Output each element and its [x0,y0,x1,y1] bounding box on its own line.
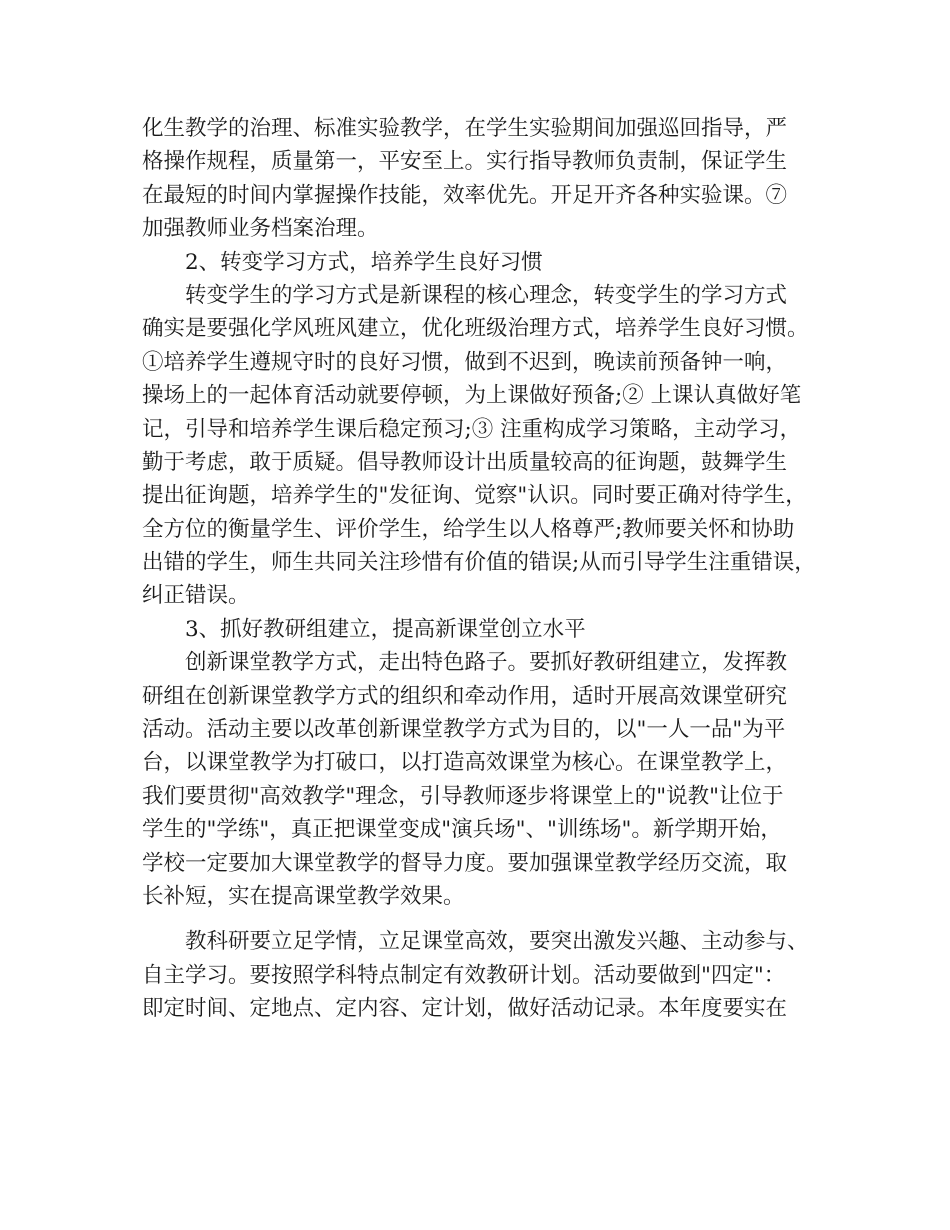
text-line: 化生教学的治理、标准实验教学，在学生实验期间加强巡回指导，严 [142,116,788,141]
text-line: 勤于考虑，敢于质疑。倡导教师设计出质量较高的征询题，鼓舞学生 [142,449,788,475]
text-line: 3、抓好教研组建立，提高新课堂创立水平 [185,616,586,642]
text-line: 2、转变学习方式，培养学生良好习惯 [185,249,543,275]
text-line: 创新课堂教学方式，走出特色路子。要抓好教研组建立，发挥教 [185,650,788,676]
text-line: 纠正错误。 [142,583,250,609]
text-line: 我们要贯彻"高效教学"理念，引导教师逐步将课堂上的"说教"让位于 [142,783,784,809]
text-line: 活动。活动主要以改革创新课堂教学方式为目的，以"一人一品"为平 [142,717,786,743]
text-line: ①培养学生遵规守时的良好习惯，做到不迟到，晚读前预备钟一响， [142,349,788,375]
text-line: 确实是要强化学风班风建立，优化班级治理方式，培养学生良好习惯。 [142,316,809,342]
text-line: 即定时间、定地点、定内容、定计划，做好活动记录。本年度要实在 [142,996,788,1022]
text-line: 出错的学生，师生共同关注珍惜有价值的错误;从而引导学生注重错误， [142,550,816,576]
text-line: 学生的"学练"，真正把课堂变成"演兵场"、"训练场"。新学期开始， [142,817,782,843]
text-line: 格操作规程，质量第一，平安至上。实行指导教师负责制，保证学生 [142,149,788,175]
text-line: 教科研要立足学情，立足课堂高效，要突出激发兴趣、主动参与、 [185,929,809,955]
text-line: 记，引导和培养学生课后稳定预习;③ 注重构成学习策略，主动学习， [142,416,802,442]
text-line: 学校一定要加大课堂教学的督导力度。要加强课堂教学经历交流，取 [142,850,788,876]
paragraph [142,112,822,246]
text-line: 加强教师业务档案治理。 [142,216,379,242]
text-line: 操场上的一起体育活动就要停顿，为上课做好预备;② 上课认真做好笔 [142,383,802,409]
paragraph [142,246,822,279]
text-line: 全方位的衡量学生、评价学生，给学生以人格尊严;教师要关怀和协助 [142,516,795,542]
text-line: 台，以课堂教学为打破口，以打造高效课堂为核心。在课堂教学上， [142,750,788,776]
text-line: 长补短，实在提高课堂教学效果。 [142,883,465,909]
text-line: 自主学习。要按照学科特点制定有效教研计划。活动要做到"四定"： [142,962,786,988]
text-line: 研组在创新课堂教学方式的组织和牵动作用，适时开展高效课堂研究 [142,683,788,709]
document-body [142,112,822,1026]
text-line: 提出征询题，培养学生的"发征询、觉察"认识。同时要正确对待学生， [142,483,807,509]
paragraph [142,613,822,646]
paragraph [142,646,822,913]
text-line: 转变学生的学习方式是新课程的核心理念，转变学生的学习方式 [185,282,788,308]
paragraph [142,279,822,613]
paragraph [142,925,822,1025]
text-line: 在最短的时间内掌握操作技能，效率优先。开足开齐各种实验课。⑦ [142,182,788,208]
